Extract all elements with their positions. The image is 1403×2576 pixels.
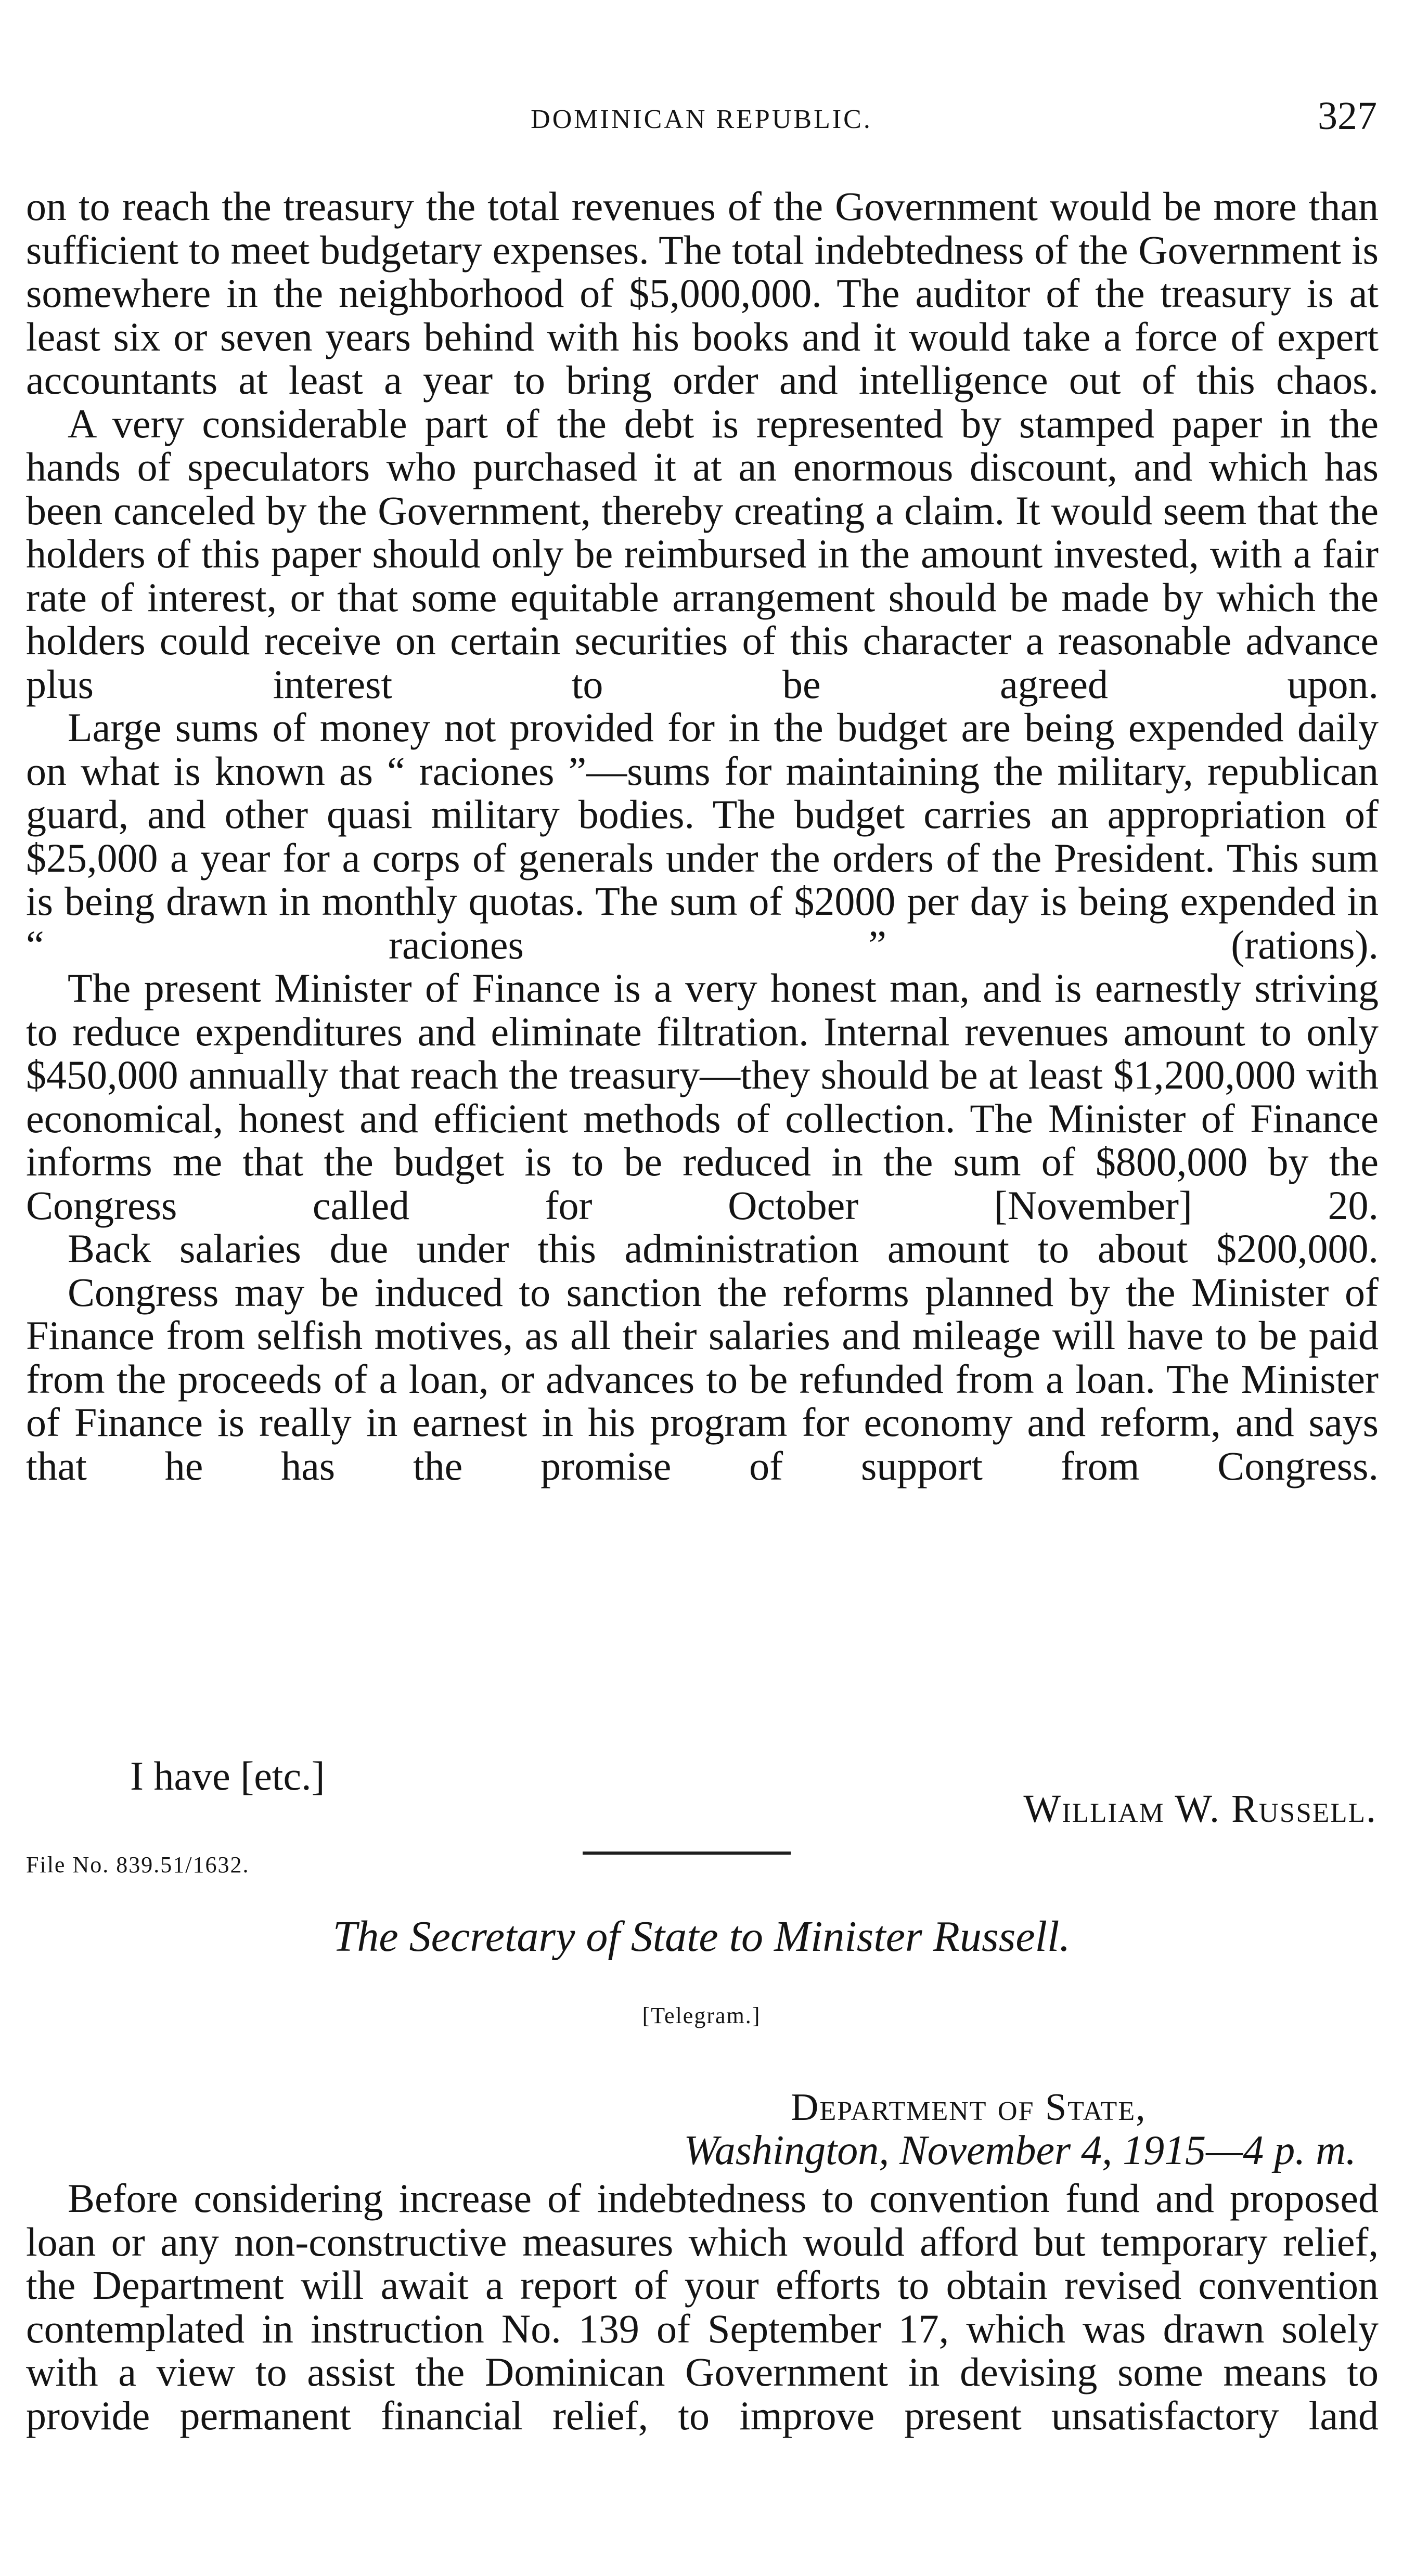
- letter-paragraph: on to reach the treasury the total revenues of the Government would be more than sufficient to meet budgetary expenses. The total indebtedness of the Government is somewhere in the neighborhood of $5,000,000. The auditor of the treasury is at least six or seven years behind with his books and it would take a force of expert accountants at least a year to bring order and intelligence out of this chaos.: [26, 184, 1379, 403]
- letter-body: [26, 185, 1379, 1487]
- page-header: [26, 88, 1377, 146]
- department-heading: Department of State,: [791, 2086, 1147, 2129]
- running-head: DOMINICAN REPUBLIC.: [531, 105, 872, 134]
- closing-line: I have [etc.]: [130, 1753, 325, 1798]
- letter-paragraph: The present Minister of Finance is a very honest man, and is earnestly striving to reduce expenditures and eliminate filtration. Internal revenues amount to only $450,000 annually that reach the treasury—they should be at least $1,200,000 with economical, honest and efficient methods of collection. The Minister of Finance informs me that the budget is to be reduced in the sum of $800,000 by the Congress called for October [November] 20.: [26, 965, 1379, 1228]
- signature: William W. Russell.: [1023, 1787, 1377, 1831]
- dateline: Washington, November 4, 1915—4 p. m.: [684, 2128, 1356, 2173]
- section-divider: [583, 1852, 791, 1855]
- telegram-paragraph: Before considering increase of indebtedness to convention fund and proposed loan or any non-constructive measures which would afford but temporary relief, the Department will await a report of your efforts to obtain revised convention contemplated in instruction No. 139 of September 17, which was drawn solely with a view to assist the Dominican Government in devising some means to provide permanent financial relief, to improve present unsatisfactory land: [26, 2176, 1379, 2438]
- letter-paragraph: Congress may be induced to sanction the reforms planned by the Minister of Finance from selfish motives, as all their salaries and mileage will have to be paid from the proceeds of a loan, or advances to be refunded from a loan. The Minister of Finance is really in earnest in his program for economy and reform, and says that he has the promise of support from Congress.: [26, 1269, 1379, 1488]
- letter-paragraph: Large sums of money not provided for in the budget are being expended daily on what is known as “ raciones ”—sums for maintaining the military, republican guard, and other quasi military bodies. The budget carries an appropriation of $25,000 a year for a corps of generals under the orders of the President. This sum is being drawn in monthly quotas. The sum of $2000 per day is being expended in “ raciones ” (rations).: [26, 705, 1379, 967]
- telegram-body: [26, 2177, 1379, 2437]
- page-number: 327: [1318, 94, 1377, 138]
- document-type: [Telegram.]: [642, 2003, 761, 2028]
- letter-paragraph: Back salaries due under this administration amount to about $200,000.: [68, 1226, 1379, 1271]
- document-title: The Secretary of State to Minister Russell.: [332, 1912, 1071, 1961]
- letter-paragraph: A very considerable part of the debt is represented by stamped paper in the hands of speculators who purchased it at an enormous discount, and which has been canceled by the Government, thereby creating a claim. It would seem that the holders of this paper should only be reimbursed in the amount invested, with a fair rate of interest, or that some equitable arrangement should be made by which the holders could receive on certain securities of this character a reasonable advance plus interest to be agreed upon.: [26, 400, 1379, 707]
- file-number: File No. 839.51/1632.: [26, 1852, 250, 1878]
